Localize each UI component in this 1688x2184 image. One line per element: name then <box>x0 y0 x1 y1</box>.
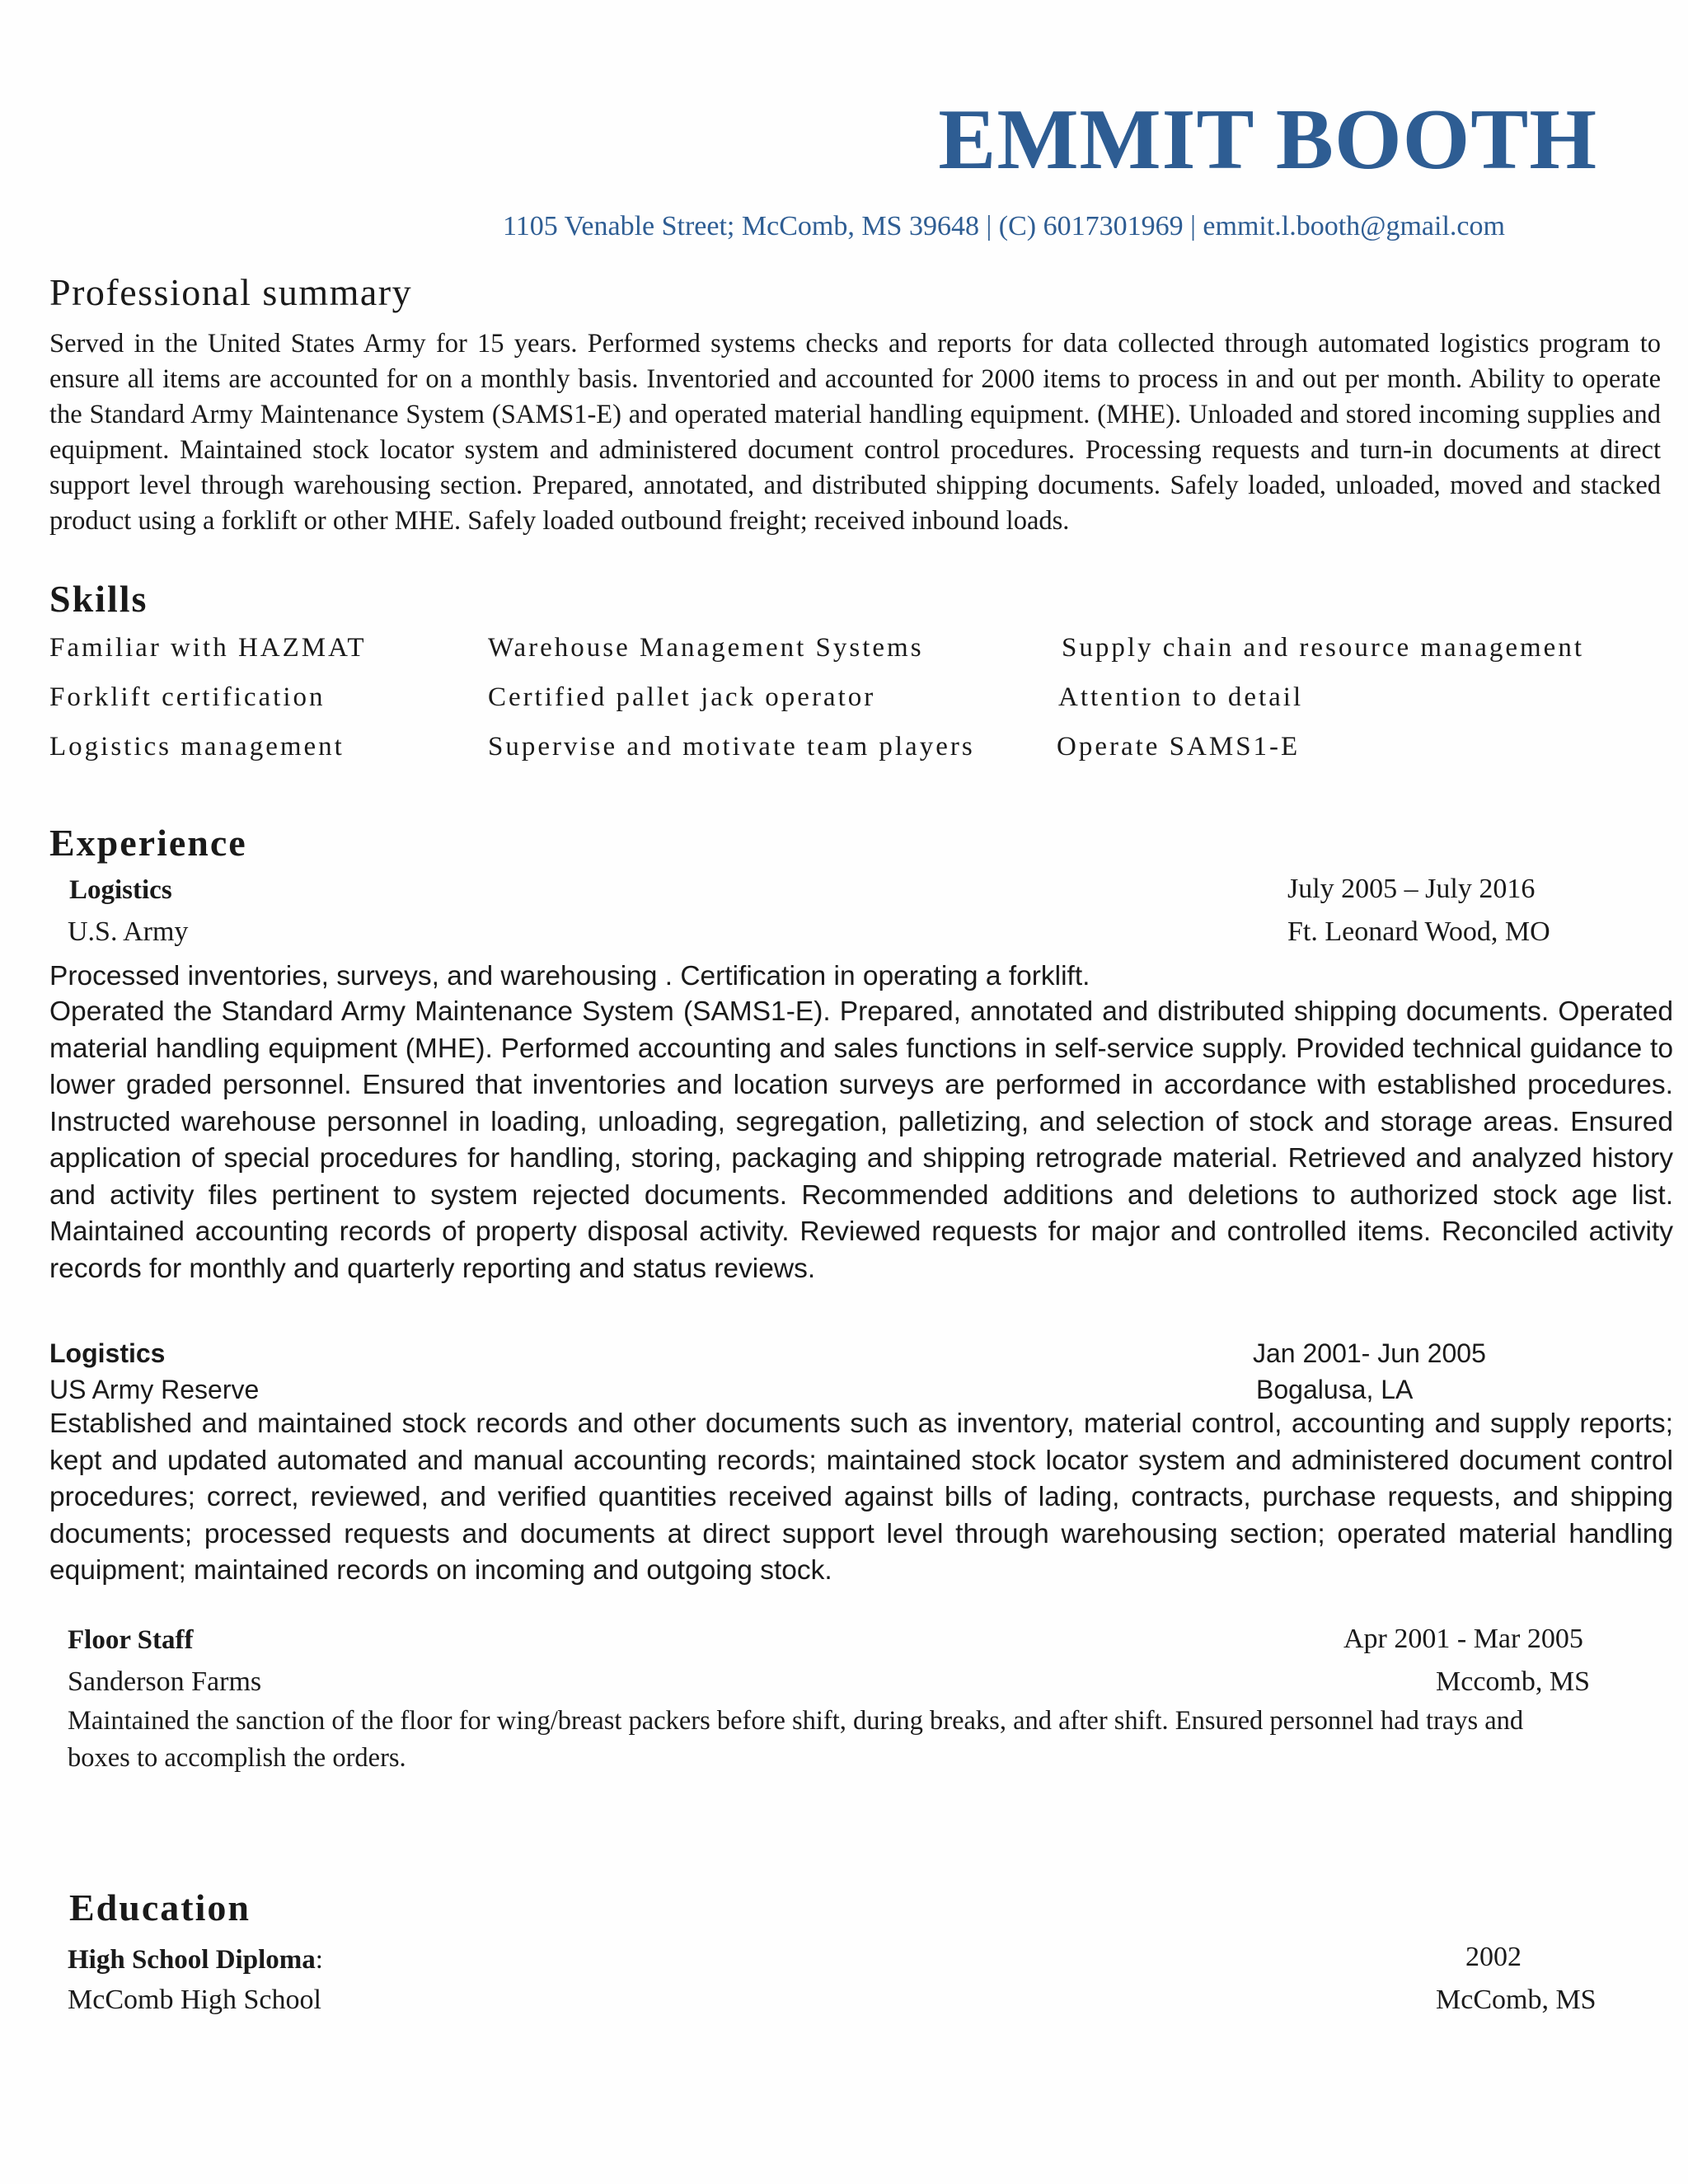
education-degree: High School Diploma <box>68 1945 316 1975</box>
summary-text: Served in the United States Army for 15 years. Performed systems checks and reports for data collected through automated logistics program to ensure all items are accounted for on a monthly basis. Inventoried and accounted for 2000 items to process in and out per month. Ability to operate the Standard Army Maintenance System (SAMS1-E) and operated material handling equipment. (MHE). Unloaded and stored incoming supplies and equipment. Maintained stock locator system and administered document control procedures. Processing requests and turn-in documents at direct support level through warehousing section. Prepared, annotated, and distributed shipping documents. Safely loaded, unloaded, moved and stacked product using a forklift or other MHE. Safely loaded outbound freight; received inbound loads. <box>49 329 1661 536</box>
job-title: Floor Staff <box>68 1625 194 1655</box>
job-description: Maintained the sanction of the floor for wing/breast packers before shift, during breaks, and after shift. Ensured personnel had trays and boxes to accomplish the orders. <box>68 1706 1524 1773</box>
job-location: Ft. Leonard Wood, MO <box>1287 916 1550 947</box>
candidate-name: EMMIT BOOTH <box>938 91 1597 187</box>
skill-item: Certified pallet jack operator <box>488 682 876 712</box>
skill-item: Attention to detail <box>1058 682 1304 712</box>
job-title: Logistics <box>69 875 172 905</box>
education-year: 2002 <box>1465 1942 1522 1972</box>
skill-item: Operate SAMS1-E <box>1057 732 1301 762</box>
skill-item: Warehouse Management Systems <box>488 633 924 663</box>
job-employer: U.S. Army <box>68 916 189 947</box>
job-location: Mccomb, MS <box>1436 1666 1590 1697</box>
skill-item: Logistics management <box>49 732 345 762</box>
experience-heading: Experience <box>49 822 247 864</box>
contact-info: 1105 Venable Street; McComb, MS 39648 | (C) 6017301969 | emmit.l.booth@gmail.com <box>503 211 1505 241</box>
job-employer: Sanderson Farms <box>68 1666 262 1697</box>
job-dates: Jan 2001- Jun 2005 <box>1253 1338 1486 1368</box>
skill-item: Forklift certification <box>49 682 326 712</box>
job-dates: Apr 2001 - Mar 2005 <box>1343 1624 1583 1654</box>
education-degree-suffix: : <box>315 1945 323 1975</box>
job-dates: July 2005 – July 2016 <box>1287 874 1536 904</box>
skill-item: Supply chain and resource management <box>1062 633 1584 663</box>
job-description-line: Processed inventories, surveys, and warehousing . Certification in operating a forklift. <box>49 961 1090 991</box>
job-title: Logistics <box>49 1338 166 1368</box>
skill-item: Supervise and motivate team players <box>488 732 975 762</box>
job-description: Operated the Standard Army Maintenance System (SAMS1-E). Prepared, annotated and distributed shipping documents. Operated material handling equipment (MHE). Performed accounting and sales functions in self-service supply. Provided technical guidance to lower graded personnel. Ensured that inventories and location surveys are performed in accordance with established procedures. Instructed warehouse personnel in loading, unloading, segregation, palletizing, and selection of stock and storage areas. Ensured application of special procedures for handling, storing, packaging and shipping retrograde material. Retrieved and analyzed history and activity files pertinent to system rejected documents. Recommended additions and deletions to authorized stock age list. Maintained accounting records of property disposal activity. Reviewed requests for major and controlled items. Reconciled activity records for monthly and quarterly reporting and status reviews. <box>49 996 1673 1284</box>
summary-heading: Professional summary <box>49 271 413 313</box>
job-employer: US Army Reserve <box>49 1375 260 1404</box>
job-description: Established and maintained stock records and other documents such as inventory, material control, accounting and supply reports; kept and updated automated and manual accounting records; maintained stock locator system and administered document control procedures; correct, reviewed, and verified quantities received against bills of lading, contracts, purchase requests, and shipping documents; processed requests and documents at direct support level through warehousing section; operated material handling equipment; maintained records on incoming and outgoing stock. <box>49 1408 1673 1586</box>
education-degree-line <box>68 1945 323 1975</box>
education-location: McComb, MS <box>1436 1985 1597 2015</box>
education-school: McComb High School <box>68 1985 321 2015</box>
skill-item: Familiar with HAZMAT <box>49 633 367 663</box>
skills-heading: Skills <box>49 578 148 620</box>
job-location: Bogalusa, LA <box>1256 1375 1414 1404</box>
education-heading: Education <box>69 1886 251 1929</box>
